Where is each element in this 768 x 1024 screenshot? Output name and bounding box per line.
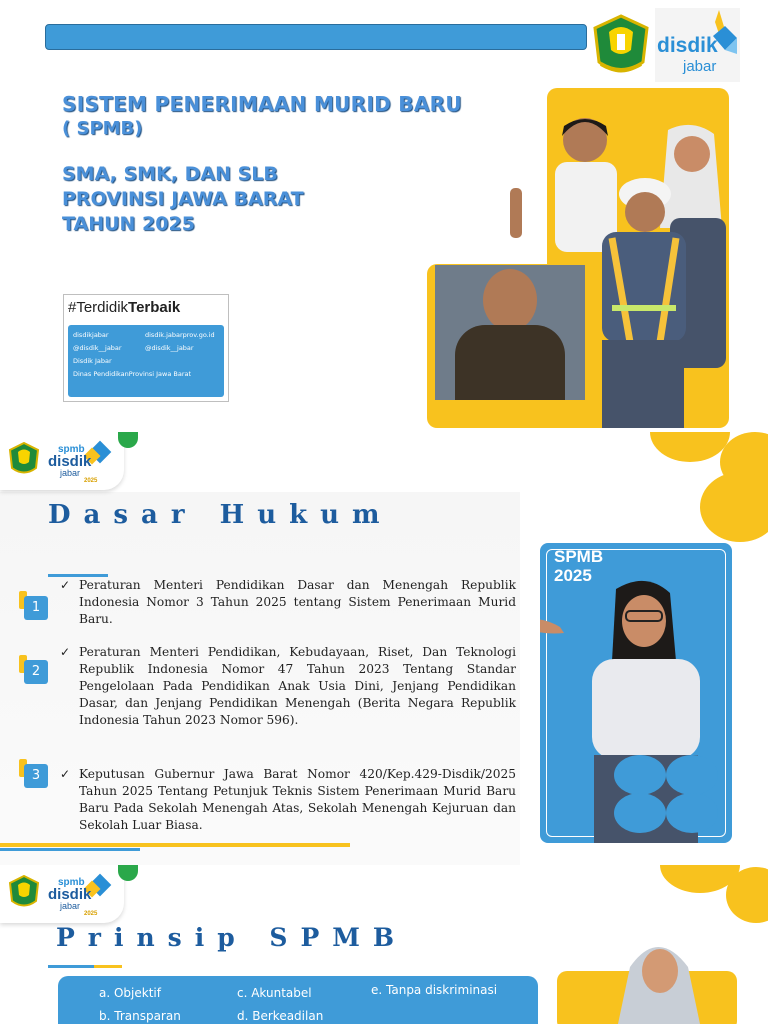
decor-petal: [650, 432, 730, 462]
social-row: [73, 368, 219, 381]
spmb-brand-badge: [0, 865, 124, 923]
principle-a: a. Objektif: [99, 986, 161, 1000]
cover-title-line-3: SMA, SMK, DAN SLB: [62, 163, 278, 185]
jawa-barat-seal-icon: [591, 14, 651, 82]
check-icon: ✓: [60, 767, 71, 781]
principle-b: b. Transparan: [99, 1009, 181, 1023]
legal-basis-item: [60, 644, 516, 729]
header-bar: [45, 24, 587, 50]
title-underline-accent: [94, 965, 122, 968]
cover-title-line-2: ( SPMB): [62, 118, 143, 139]
spmb-2025-card: [540, 543, 732, 843]
slide-cover: [0, 0, 768, 432]
legal-basis-text: Peraturan Menteri Pendidikan Dasar dan Menengah Republik Indonesia Nomor 3 Tahun 2025 tentang Sistem Penerimaan Murid Baru.: [79, 578, 516, 626]
social-website[interactable]: disdik.jabarprov.go.id: [145, 331, 215, 339]
badge-green-tab: [118, 865, 138, 881]
social-instagram[interactable]: disdikjabar: [73, 331, 109, 339]
social-links: [68, 325, 224, 397]
social-twitter[interactable]: @disdik__jabar: [73, 344, 122, 352]
social-tiktok[interactable]: @disdik__jabar: [145, 344, 194, 352]
card-title-line-2: 2025: [554, 566, 592, 585]
hashtag-plain: #Terdidik: [68, 299, 129, 316]
principle-c: c. Akuntabel: [237, 986, 312, 1000]
footer-accent-blue: [0, 848, 140, 851]
badge-spmb: spmb: [58, 877, 85, 888]
decor-bubble: [614, 793, 666, 833]
social-row: [73, 329, 219, 342]
check-icon: ✓: [60, 645, 71, 659]
section-title-dasar-hukum: Dasar Hukum: [48, 500, 393, 530]
badge-green-tab: [118, 432, 138, 448]
badge-spmb: spmb: [58, 444, 85, 455]
decor-petal: [700, 472, 768, 542]
spmb-brand-badge: [0, 432, 124, 490]
slide-prinsip-spmb: [0, 865, 768, 1024]
section-title-prinsip-spmb: Prinsip SPMB: [56, 923, 408, 952]
item-number: 3: [24, 764, 48, 788]
social-row: [73, 342, 219, 355]
badge-year: 2025: [84, 478, 98, 484]
check-icon: ✓: [60, 578, 71, 592]
student-hijab-photo: [600, 927, 720, 1024]
principle-d: d. Berkeadilan: [237, 1009, 324, 1023]
cover-title-line-5: TAHUN 2025: [62, 213, 195, 235]
badge-disdik: disdik: [48, 453, 92, 470]
legal-basis-item: [60, 577, 516, 628]
hashtag-box: [63, 294, 229, 402]
hashtag-text: [68, 299, 180, 316]
students-photo: [500, 108, 760, 428]
item-number: 1: [24, 596, 48, 620]
slide-dasar-hukum: [0, 432, 768, 865]
badge-year: 2025: [84, 911, 98, 917]
cover-title-line-4: PROVINSI JAWA BARAT: [62, 188, 304, 210]
badge-jabar: jabar: [60, 468, 81, 478]
legal-basis-text: Peraturan Menteri Pendidikan, Kebudayaan, Riset, Dan Teknologi Republik Indonesia Nomor 47 Tahun 2023 Tentang Standar Pengelolaan Pada Pendidikan Anak Usia Dini, Jenjang Pendidikan Dasar, dan Jenjang Pendidikan Menengah (Berita Negara Republik Indonesia Tahun 2023 Nomor 596).: [79, 645, 516, 727]
badge-disdik: disdik: [48, 886, 92, 903]
disdik-jabar-logo: [655, 8, 740, 82]
title-underline: [48, 965, 94, 968]
social-youtube[interactable]: Disdik Jabar: [73, 357, 112, 365]
decor-bubble: [614, 755, 666, 795]
footer-accent-yellow: [0, 843, 350, 847]
decor-bubble: [666, 793, 718, 833]
principle-e: e. Tanpa diskriminasi: [371, 983, 498, 997]
item-number: 2: [24, 660, 48, 684]
social-facebook[interactable]: Dinas PendidikanProvinsi Jawa Barat: [73, 370, 192, 378]
cover-title: [62, 92, 562, 235]
cover-title-line-1: SISTEM PENERIMAAN MURID BARU: [62, 92, 462, 116]
principles-panel: [58, 976, 538, 1024]
legal-basis-item: [60, 766, 516, 834]
jawa-barat-seal-icon: [8, 442, 40, 478]
disdik-logo-text: disdik: [657, 34, 718, 57]
jabar-logo-text: jabar: [683, 58, 717, 75]
jawa-barat-seal-icon: [8, 875, 40, 911]
card-title-line-1: SPMB: [554, 547, 604, 566]
legal-basis-text: Keputusan Gubernur Jawa Barat Nomor 420/Kep.429-Disdik/2025 Tahun 2025 Tentang Petunjuk Teknis Sistem Penerimaan Murid Baru Baru Pada Sekolah Menengah Atas, Sekolah Menengah Kejuruan dan Sekolah Luar Biasa.: [79, 767, 516, 832]
social-row: [73, 355, 219, 368]
badge-jabar: jabar: [60, 901, 81, 911]
decor-bubble: [666, 755, 718, 795]
hashtag-bold: Terbaik: [128, 299, 181, 316]
